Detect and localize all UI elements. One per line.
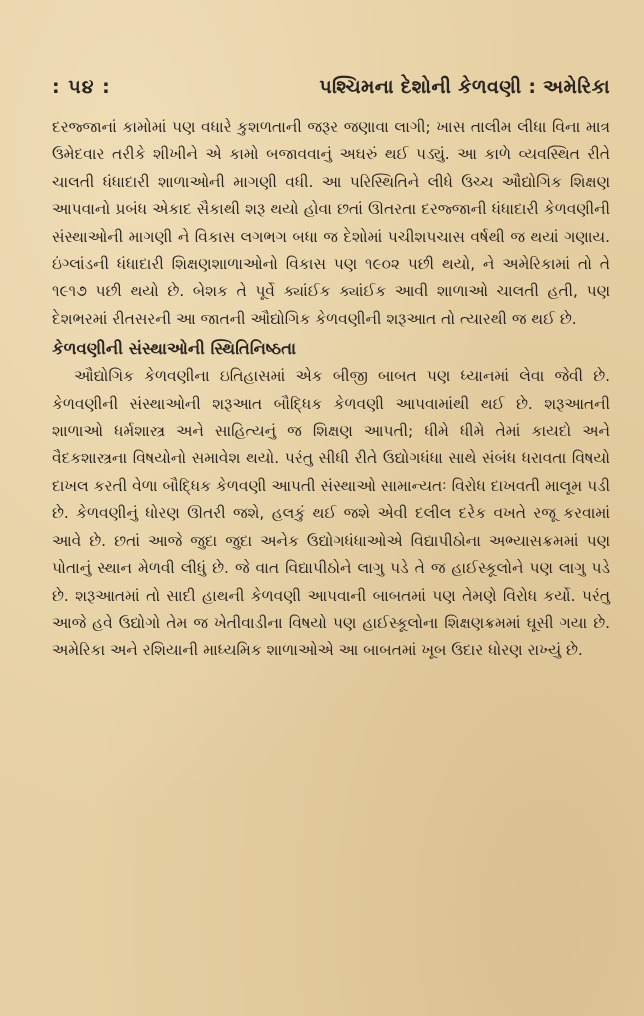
section-heading: કેળવણીની સંસ્થાઓની સ્થિતિનિષ્ઠતા	[52, 339, 297, 359]
body-paragraph-2: ઔદ્યોગિક કેળવણીના ઇતિહાસમાં એક બીજી બાબત પણ ધ્યાનમાં લેવા જેવી છે. કેળવણીની સંસ્થાઓની શરૂઆત બૌદ્ધિક કેળવણી આપવામાંથી થઈ છે. શરૂઆતની શાળાઓ ધર્મશાસ્ત્ર અને સાહિત્યનું જ શિક્ષણ આપતી; ધીમે ધીમે તેમાં કાયદો અને વૈદકશાસ્ત્રના વિષયોનો સમાવેશ થયો. પરંતુ સીધી રીતે ઉદ્યોગધંધા સાથે સંબંધ ધરાવતા વિષયો દાખલ કરતી વેળા બૌદ્ધિક કેળવણી આપતી સંસ્થાઓ સામાન્યતઃ વિરોધ દાખવતી માલૂમ પડી છે. કેળવણીનું ધોરણ ઊતરી જશે, હલકું થઈ જશે એવી દલીલ દરેક વખતે રજૂ કરવામાં આવે છે. છતાં આજે જુદા જુદા અનેક ઉદ્યોગધંધાઓએ વિદ્યાપીઠોના અભ્યાસક્રમમાં પણ પોતાનું સ્થાન મેળવી લીધું છે. જે વાત વિદ્યાપીઠોને લાગુ પડે તે જ હાઈસ્કૂલોને પણ લાગુ પડે છે. શરૂઆતમાં તો સાદી હાથની કેળવણી આપવાની બાબતમાં પણ તેમણે વિરોધ કર્યો. પરંતુ આજે હવે ઉદ્યોગો તેમ જ ખેતીવાડીના વિષયો પણ હાઈસ્કૂલોના શિક્ષણક્રમમાં ઘૂસી ગયા છે. અમેરિકા અને રશિયાની માધ્યમિક શાળાઓએ આ બાબતમાં ખૂબ ઉદાર ધોરણ રાખ્યું છે.	[52, 367, 610, 660]
page-header	[52, 76, 610, 106]
running-title: પશ્ચિમના દેશોની કેળવણી : અમેરિકા	[319, 76, 610, 98]
page-number: : ૫૪ :	[52, 76, 111, 98]
body-paragraph-1: દરજ્જાનાં કામોમાં પણ વધારે કુશળતાની જરૂર જણાવા લાગી; ખાસ તાલીમ લીધા વિના માત્ર ઉમેદવાર તરીકે શીખીને એ કામો બજાવવાનું અઘરું થઈ પડ્યું. આ કાળે વ્યવસ્થિત રીતે ચાલતી ધંધાદારી શાળાઓની માગણી વધી. આ પરિસ્થિતિને લીધે ઉચ્ચ ઔદ્યોગિક શિક્ષણ આપવાનો પ્રબંધ એકાદ સૈકાથી શરૂ થયો હોવા છતાં ઊતરતા દરજ્જાની ધંધાદારી કેળવણીની સંસ્થાઓની માગણી ને વિકાસ લગભગ બધા જ દેશોમાં પચીશપચાસ વર્ષથી જ થયાં ગણાય. ઇંગ્લાંડની ધંધાદારી શિક્ષણશાળાઓનો વિકાસ પણ ૧૯૦૨ પછી થયો, ને અમેરિકામાં તો તે ૧૯૧૭ પછી થયો છે. બેશક તે પૂર્વે ક્યાંઈક ક્યાંઈક આવી શાળાઓ ચાલતી હતી, પણ દેશભરમાં રીતસરની આ જાતની ઔદ્યોગિક કેળવણીની શરૂઆત તો ત્યારથી જ થઈ છે.	[52, 118, 610, 328]
